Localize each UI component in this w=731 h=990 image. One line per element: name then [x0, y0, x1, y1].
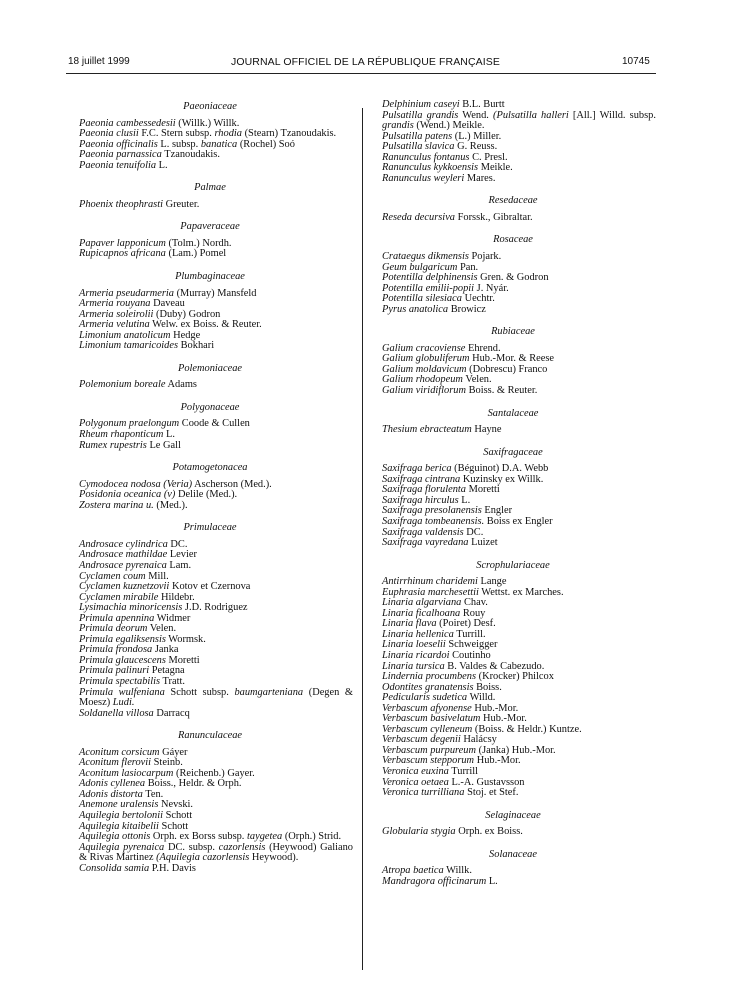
species-name: Saxifraga tombeanensis. — [382, 515, 485, 527]
species-name: Galium cracoviense — [382, 342, 466, 354]
species-entry — [67, 380, 353, 391]
species-name: Aconitum corsicum — [79, 746, 160, 758]
species-name: Delphinium caseyi — [382, 99, 460, 110]
species-name: Verbascum afyonense — [382, 702, 472, 714]
species-authority: Stoj. et Stef. — [467, 787, 519, 799]
page-header — [0, 56, 731, 72]
species-authority: Gren. & Godron — [480, 272, 549, 284]
species-name: Odontites granatensis — [382, 681, 474, 693]
species-name: Polygonum praelongum — [79, 418, 180, 430]
species-authority: (Tolm.) Nordh. — [168, 237, 232, 249]
species-authority: Turrill — [451, 765, 479, 777]
species-name: Potentilla silesiaca — [382, 293, 462, 305]
species-name: Armeria rouyana — [79, 298, 151, 310]
species-authority: Bokhari — [180, 340, 215, 352]
species-authority: Mill. — [148, 570, 169, 582]
species-entry — [370, 425, 656, 436]
species-authority: Hildebr. — [160, 591, 195, 603]
species-name: Linaria tursica — [382, 660, 445, 672]
species-authority: B. Valdes & Cabezudo. — [447, 660, 545, 672]
species-name: Polemonium boreale — [79, 379, 166, 391]
species-name: Armeria pseudarmeria — [79, 287, 174, 299]
species-authority: Welw. ex Boiss. & Reuter. — [152, 319, 262, 331]
species-authority: L. — [461, 494, 471, 506]
species-authority: Wettst. ex Marches. — [481, 586, 564, 598]
species-name: Aconitum flerovii — [79, 757, 152, 769]
species-authority: J. Nyár. — [476, 282, 509, 294]
species-authority: Steinb. — [153, 757, 183, 769]
species-entry — [370, 827, 656, 838]
family-heading: Rosaceae — [493, 234, 533, 246]
species-entry — [370, 877, 656, 888]
species-authority: G. Reuss. — [457, 141, 498, 153]
right-column — [370, 100, 656, 887]
species-authority: Willk. — [446, 865, 472, 877]
species-name: Primula spectabilis — [79, 675, 161, 687]
species-authority: Luizet — [471, 537, 498, 549]
family-heading: Polygonaceae — [180, 401, 240, 413]
species-authority: Lam. — [169, 559, 192, 571]
species-authority: Le Gall — [149, 439, 181, 451]
family-heading: Resedaceae — [488, 195, 538, 207]
species-authority: B.L. Burtt — [462, 99, 505, 110]
species-name: Geum bulgaricum — [382, 261, 458, 273]
species-name: Potentilla delphinensis — [382, 272, 478, 284]
species-name: Veronica oetaea — [382, 776, 449, 788]
species-name: Reseda decursiva — [382, 211, 455, 223]
species-authority: Kotov et Czernova — [171, 581, 251, 593]
species-name: Cyclamen coum — [79, 570, 146, 582]
species-name: Paeonia officinalis — [79, 138, 158, 150]
species-authority: Widmer — [156, 612, 191, 624]
species-authority: Chav. — [464, 597, 488, 609]
species-entry — [67, 709, 353, 720]
species-name: Paeonia cambessedesii — [79, 117, 176, 129]
species-authority: Halácsy — [463, 734, 497, 746]
species-name: Phoenix theophrasti — [79, 198, 163, 210]
species-entry — [67, 441, 353, 452]
species-name: Veronica turrilliana — [382, 787, 465, 799]
species-authority: J.D. Rodriguez — [184, 602, 248, 614]
species-name: Aquilegia kitaibelii — [79, 820, 159, 832]
species-authority: Boiss., Heldr. & Orph. — [147, 778, 242, 790]
species-name: Verbascum basivelatum — [382, 713, 481, 725]
subspecies-name: baumgarteniana — [234, 686, 304, 698]
species-name: Lysimachia minoricensis — [79, 602, 183, 614]
species-authority: Boiss. & Reuter. — [468, 385, 538, 397]
subspecies-name: rhodia — [214, 128, 242, 140]
species-authority: Velen. — [149, 623, 177, 635]
species-name: Zostera marina u. — [79, 499, 154, 511]
species-name: Linaria flava — [382, 618, 437, 630]
species-authority: Uechtr. — [464, 293, 495, 305]
species-authority: (Med.). — [156, 499, 188, 511]
species-name: Thesium ebracteatum — [382, 424, 472, 436]
species-name: Primula apennina — [79, 612, 155, 624]
species-name: Galium rhodopeum — [382, 374, 463, 386]
species-authority: Petagna — [151, 665, 185, 677]
species-name: Saxifraga florulenta — [382, 484, 466, 496]
species-name: Rheum rhaponticum — [79, 429, 164, 441]
family-heading: Palmae — [194, 182, 226, 194]
species-authority: Moretti — [468, 484, 500, 496]
species-name: Galium moldavicum — [382, 363, 467, 375]
species-name: Primula palinuri — [79, 665, 150, 677]
species-name: Anemone uralensis — [79, 799, 159, 811]
species-name: Papaver lapponicum — [79, 237, 166, 249]
species-name: Linaria hellenica — [382, 628, 454, 640]
subspecies-authority: (Orph.) Strid. — [284, 831, 342, 843]
family-heading: Potamogetonacea — [172, 462, 248, 474]
species-authority: Engler — [484, 505, 513, 517]
species-authority: Gáyer — [162, 746, 188, 758]
species-name: Limonium anatolicum — [79, 329, 171, 341]
species-name: Primula glaucescens — [79, 654, 166, 666]
species-name: Verbascum purpureum — [382, 744, 476, 756]
species-authority: Hedge — [173, 329, 201, 341]
species-name: Lindernia procumbens — [382, 671, 476, 683]
family-heading: Polemoniaceae — [177, 362, 243, 374]
subspecies-name: (Pulsatilla halleri — [493, 109, 569, 121]
species-authority: (Reichenb.) Gayer. — [175, 767, 255, 779]
species-authority: Orph. ex Boiss. — [458, 826, 523, 838]
species-authority: Boiss ex Engler — [486, 515, 553, 527]
species-name: Pyrus anatolica — [382, 303, 449, 315]
species-authority: Moretti — [168, 654, 200, 666]
species-authority: (Murray) Mansfeld — [176, 287, 257, 299]
species-authority: Schott — [165, 809, 193, 821]
subspecies-name: banatica — [200, 138, 238, 150]
species-authority: Boiss. — [476, 681, 502, 693]
species-authority: Pan. — [459, 261, 479, 273]
family-heading: Papaveraceae — [180, 221, 240, 233]
species-name: Verbascum cylleneum — [382, 723, 473, 735]
synonym-name: Ludi. — [112, 697, 135, 709]
synonym-name: grandis — [382, 120, 414, 132]
species-name: Rupicapnos africana — [79, 248, 166, 260]
species-name: Veronica euxina — [382, 765, 449, 777]
species-authority: (Janka) Hub.-Mor. — [478, 744, 556, 756]
species-name: Aconitum lasiocarpum — [79, 767, 174, 779]
family-heading: Paeoniaceae — [183, 101, 237, 112]
subspecies-authority: (Rochel) Soó — [239, 138, 295, 150]
species-name: Ranunculus fontanus — [382, 151, 470, 163]
species-name: Primula deorum — [79, 623, 148, 635]
species-name: Pulsatilla slavica — [382, 141, 455, 153]
header-date: 18 juillet 1999 — [68, 56, 130, 67]
species-authority: L. — [488, 875, 498, 887]
species-name: Primula egaliksensis — [79, 633, 166, 645]
species-authority: (Béguinot) D.A. Webb — [454, 463, 549, 475]
species-entry — [370, 305, 656, 316]
species-name: Posidonia oceanica (v) — [79, 489, 176, 501]
species-name: Androsace cylindrica — [79, 538, 168, 550]
species-name: Primula wulfeniana — [79, 686, 165, 698]
subspecies-name: taygetea — [247, 831, 283, 843]
species-name: Linaria ricardoi — [382, 649, 450, 661]
species-name: Atropa baetica — [382, 865, 444, 877]
species-name: Cyclamen kuznetzovii — [79, 581, 170, 593]
species-authority: DC. — [170, 538, 188, 550]
species-authority: (Dobrescu) Franco — [469, 363, 548, 375]
species-entry — [370, 386, 656, 397]
species-name: Ranunculus weyleri — [382, 172, 465, 184]
species-name: Antirrhinum charidemi — [382, 576, 478, 588]
species-authority: Forssk., Gibraltar. — [457, 211, 533, 223]
species-authority: Ehrend. — [468, 342, 501, 354]
species-authority: Hayne — [474, 424, 502, 436]
species-name: Aquilegia ottonis — [79, 831, 151, 843]
species-name: Consolida samia — [79, 862, 150, 874]
species-name: Saxifraga hirculus — [382, 494, 459, 506]
species-name: Pulsatilla grandis — [382, 109, 459, 121]
species-entry — [370, 213, 656, 224]
species-authority: Greuter. — [165, 198, 200, 210]
species-name: Saxifraga cintrana — [382, 473, 461, 485]
species-name: Verbascum degenii — [382, 734, 461, 746]
family-heading: Ranunculaceae — [177, 730, 243, 742]
species-authority: Turrill. — [456, 628, 486, 640]
species-authority: Tzanoudakis. — [164, 149, 220, 161]
species-entry — [370, 538, 656, 549]
species-authority: C. Presl. — [472, 151, 508, 163]
species-name: Rumex rupestris — [79, 439, 147, 451]
species-name: Mandragora officinarum — [382, 875, 487, 887]
species-authority: Velen. — [465, 374, 492, 386]
species-name: Ranunculus kykkoensis — [382, 162, 479, 174]
family-heading: Scrophulariaceae — [476, 559, 550, 571]
synonym-name: (Aquilegia cazorlensis — [156, 852, 250, 864]
species-authority: Hub.-Mor. — [476, 755, 521, 767]
subspecies-authority: (Degen & Moesz) — [79, 686, 353, 709]
species-name: Primula frondosa — [79, 644, 153, 656]
species-authority: Hub.-Mor. — [474, 702, 519, 714]
species-name: Linaria algarviana — [382, 597, 462, 609]
species-authority: Hub.-Mor. & Reese — [472, 353, 555, 365]
family-heading: Solanaceae — [489, 848, 537, 860]
species-authority: Wend. — [462, 109, 489, 121]
species-authority: Ascherson (Med.). — [194, 478, 272, 490]
family-heading: Plumbaginaceae — [175, 271, 245, 283]
species-name: Galium globuliferum — [382, 353, 470, 365]
species-entry — [67, 688, 353, 709]
species-authority: (Duby) Godron — [155, 308, 221, 320]
species-authority: Wormsk. — [168, 633, 206, 645]
species-name: Androsace mathildae — [79, 549, 168, 561]
species-name: Saxifraga presolanensis — [382, 505, 482, 517]
species-name: Pulsatilla patens — [382, 130, 453, 142]
species-authority: (Willk.) Willk. — [178, 117, 240, 129]
species-name: Armeria soleirolii — [79, 308, 154, 320]
species-entry — [67, 200, 353, 211]
species-name: Linaria ficalhoana — [382, 607, 461, 619]
subspecies-authority: (Stearn) Tzanoudakis. — [244, 128, 337, 140]
species-authority: P.H. Davis — [151, 862, 196, 874]
species-authority: (L.) Miller. — [454, 130, 502, 142]
species-authority: Levier — [169, 549, 197, 561]
species-name: Saxifraga vayredana — [382, 537, 469, 549]
family-heading: Selaginaceae — [485, 809, 541, 821]
species-authority: Janka — [154, 644, 179, 656]
species-authority: (Krocker) Philcox — [478, 671, 554, 683]
species-name: Linaria loeselii — [382, 639, 446, 651]
species-name: Limonium tamaricoides — [79, 340, 179, 352]
species-name: Adonis distorta — [79, 788, 143, 800]
species-name: Adonis cyllenea — [79, 778, 146, 790]
species-entry — [67, 843, 353, 864]
species-name: Saxifraga berica — [382, 463, 452, 475]
species-authority: Ten. — [145, 788, 164, 800]
species-name: Paeonia parnassica — [79, 149, 162, 161]
species-authority: Lange — [480, 576, 507, 588]
synonym-authority: Heywood). — [251, 852, 299, 864]
subspecies-authority: (Heywood) Galiano & Rivas Martinez — [79, 841, 353, 864]
species-entry — [67, 864, 353, 875]
species-authority: Tratt. — [162, 675, 185, 687]
species-name: Soldanella villosa — [79, 707, 154, 719]
species-name: Cymodocea nodosa (Veria) — [79, 478, 193, 490]
species-name: Euphrasia marchesettii — [382, 586, 479, 598]
species-name: Aquilegia pyrenaica — [79, 841, 165, 853]
species-entry — [67, 161, 353, 172]
species-name: Crataegus dikmensis — [382, 251, 469, 263]
column-divider — [362, 108, 363, 970]
species-entry — [370, 111, 656, 132]
species-entry — [67, 249, 353, 260]
species-authority: Mares. — [466, 172, 496, 184]
species-authority: F.C. Stern subsp. — [141, 128, 212, 140]
species-authority: Willd. — [469, 692, 496, 704]
species-entry — [370, 788, 656, 799]
family-heading: Primulaceae — [183, 522, 237, 534]
species-authority: (Boiss. & Heldr.) Kuntze. — [474, 723, 582, 735]
species-authority: Schott subsp. — [170, 686, 229, 698]
species-authority: Browicz — [450, 303, 486, 315]
species-authority: Adams — [167, 379, 197, 391]
species-name: Paeonia clusii — [79, 128, 139, 140]
synonym-authority: (Wend.) Meikle. — [416, 120, 485, 132]
subspecies-authority: [All.] Willd. subsp. — [572, 109, 656, 121]
species-authority: Delile (Med.). — [177, 489, 238, 501]
species-name: Galium viridiflorum — [382, 385, 466, 397]
species-name: Androsace pyrenaica — [79, 559, 167, 571]
species-name: Potentilla emilii-popii — [382, 282, 475, 294]
species-authority: Meikle. — [480, 162, 513, 174]
species-authority: DC. — [466, 526, 484, 538]
species-name: Paeonia tenuifolia — [79, 159, 157, 171]
left-column — [67, 96, 353, 874]
family-heading: Santalaceae — [487, 407, 539, 419]
species-authority: Darracq — [156, 707, 190, 719]
species-authority: (Poiret) Desf. — [439, 618, 496, 630]
header-rule — [66, 73, 656, 74]
species-authority: Nevski. — [160, 799, 194, 811]
species-authority: Pojark. — [471, 251, 502, 263]
header-title: JOURNAL OFFICIEL DE LA RÉPUBLIQUE FRANÇAISE — [231, 56, 500, 68]
header-page-number: 10745 — [622, 56, 650, 67]
species-name: Verbascum stepporum — [382, 755, 475, 767]
species-authority: Schott — [161, 820, 189, 832]
species-authority: (Lam.) Pomel — [168, 248, 227, 260]
species-authority: Coode & Cullen — [181, 418, 250, 430]
species-entry — [370, 174, 656, 185]
species-name: Globularia stygia — [382, 826, 456, 838]
species-entry — [67, 341, 353, 352]
subspecies-name: cazorlensis — [218, 841, 266, 853]
species-authority: Schweigger — [448, 639, 498, 651]
species-name: Saxifraga valdensis — [382, 526, 464, 538]
species-authority: Hub.-Mor. — [483, 713, 527, 725]
species-authority: L. subsp. — [160, 138, 199, 150]
species-authority: Coutinho — [452, 649, 491, 661]
species-name: Armeria velutina — [79, 319, 150, 331]
species-authority: Daveau — [153, 298, 185, 310]
species-authority: Kuzinsky ex Willk. — [462, 473, 544, 485]
species-name: Cyclamen mirabile — [79, 591, 159, 603]
species-entry — [67, 501, 353, 512]
species-authority: L. — [165, 429, 175, 441]
species-name: Aquilegia bertolonii — [79, 809, 163, 821]
species-authority: Rouy — [462, 607, 486, 619]
species-authority: L.-A. Gustavsson — [451, 776, 525, 788]
species-authority: DC. subsp. — [167, 841, 215, 853]
species-authority: Orph. ex Borss subsp. — [152, 831, 245, 843]
species-name: Pedicularis sudetica — [382, 692, 468, 704]
species-authority: L. — [158, 159, 168, 171]
family-heading: Saxifragaceae — [483, 446, 543, 458]
family-heading: Rubiaceae — [491, 326, 535, 338]
